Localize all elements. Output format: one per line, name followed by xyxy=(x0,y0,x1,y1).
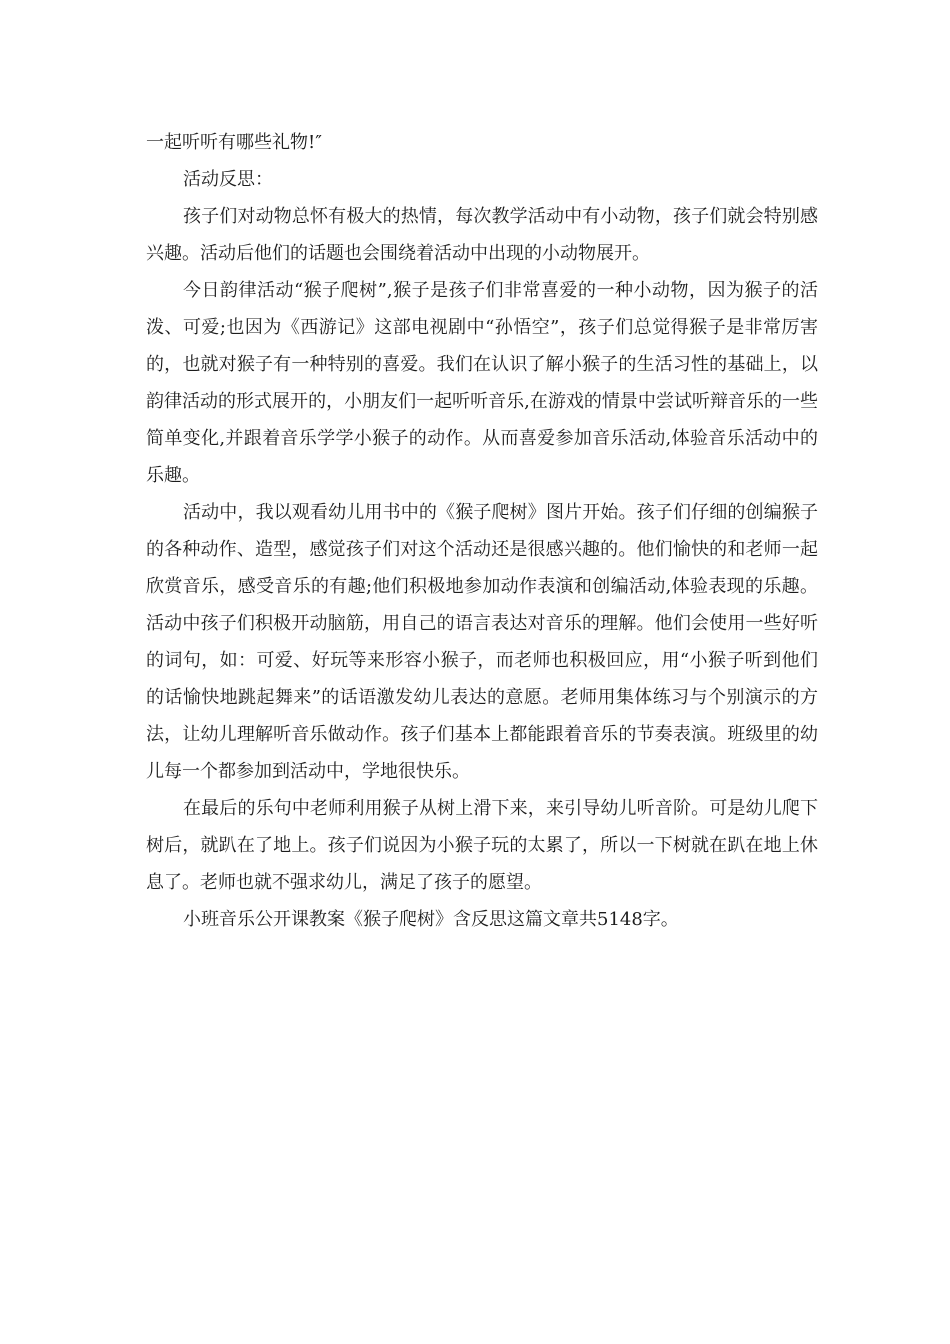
paragraph-monkey-activity: 今日韵律活动“猴子爬树”,猴子是孩子们非常喜爱的一种小动物，因为猴子的活泼、可爱;也因为《西游记》这部电视剧中“孙悟空”，孩子们总觉得猴子是非常厉害的，也就对猴子有一种特别的喜爱。我们在认识了解小猴子的生活习性的基础上，以韵律活动的形式展开的，小朋友们一起听听音乐,在游戏的情景中尝试听辩音乐的一些简单变化,并跟着音乐学学小猴子的动作。从而喜爱参加音乐活动,体验音乐活动中的乐趣。 xyxy=(146,280,818,486)
document-body xyxy=(146,124,818,938)
paragraph-final-phrase: 在最后的乐句中老师利用猴子从树上滑下来，来引导幼儿听音阶。可是幼儿爬下树后，就趴在了地上。孩子们说因为小猴子玩的太累了，所以一下树就在趴在地上休息了。老师也就不强求幼儿，满足了孩子的愿望。 xyxy=(146,798,818,893)
paragraph-interest: 孩子们对动物总怀有极大的热情，每次教学活动中有小动物，孩子们就会特别感兴趣。活动后他们的话题也会围绕着活动中出现的小动物展开。 xyxy=(146,206,818,264)
paragraph-continuation: 一起听听有哪些礼物!″ xyxy=(146,132,322,153)
paragraph-word-count: 小班音乐公开课教案《猴子爬树》含反思这篇文章共5148字。 xyxy=(183,909,679,930)
paragraph-activity-process: 活动中，我以观看幼儿用书中的《猴子爬树》图片开始。孩子们仔细的创编猴子的各种动作、造型，感觉孩子们对这个活动还是很感兴趣的。他们愉快的和老师一起欣赏音乐，感受音乐的有趣;他们积极地参加动作表演和创编活动,体验表现的乐趣。活动中孩子们积极开动脑筋，用自己的语言表达对音乐的理解。他们会使用一些好听的词句，如：可爱、好玩等来形容小猴子，而老师也积极回应，用“小猴子听到他们的话愉快地跳起舞来”的话语激发幼儿表达的意愿。老师用集体练习与个别演示的方法，让幼儿理解听音乐做动作。孩子们基本上都能跟着音乐的节奏表演。班级里的幼儿每一个都参加到活动中，学地很快乐。 xyxy=(146,502,818,782)
section-heading-reflection: 活动反思： xyxy=(183,169,273,190)
